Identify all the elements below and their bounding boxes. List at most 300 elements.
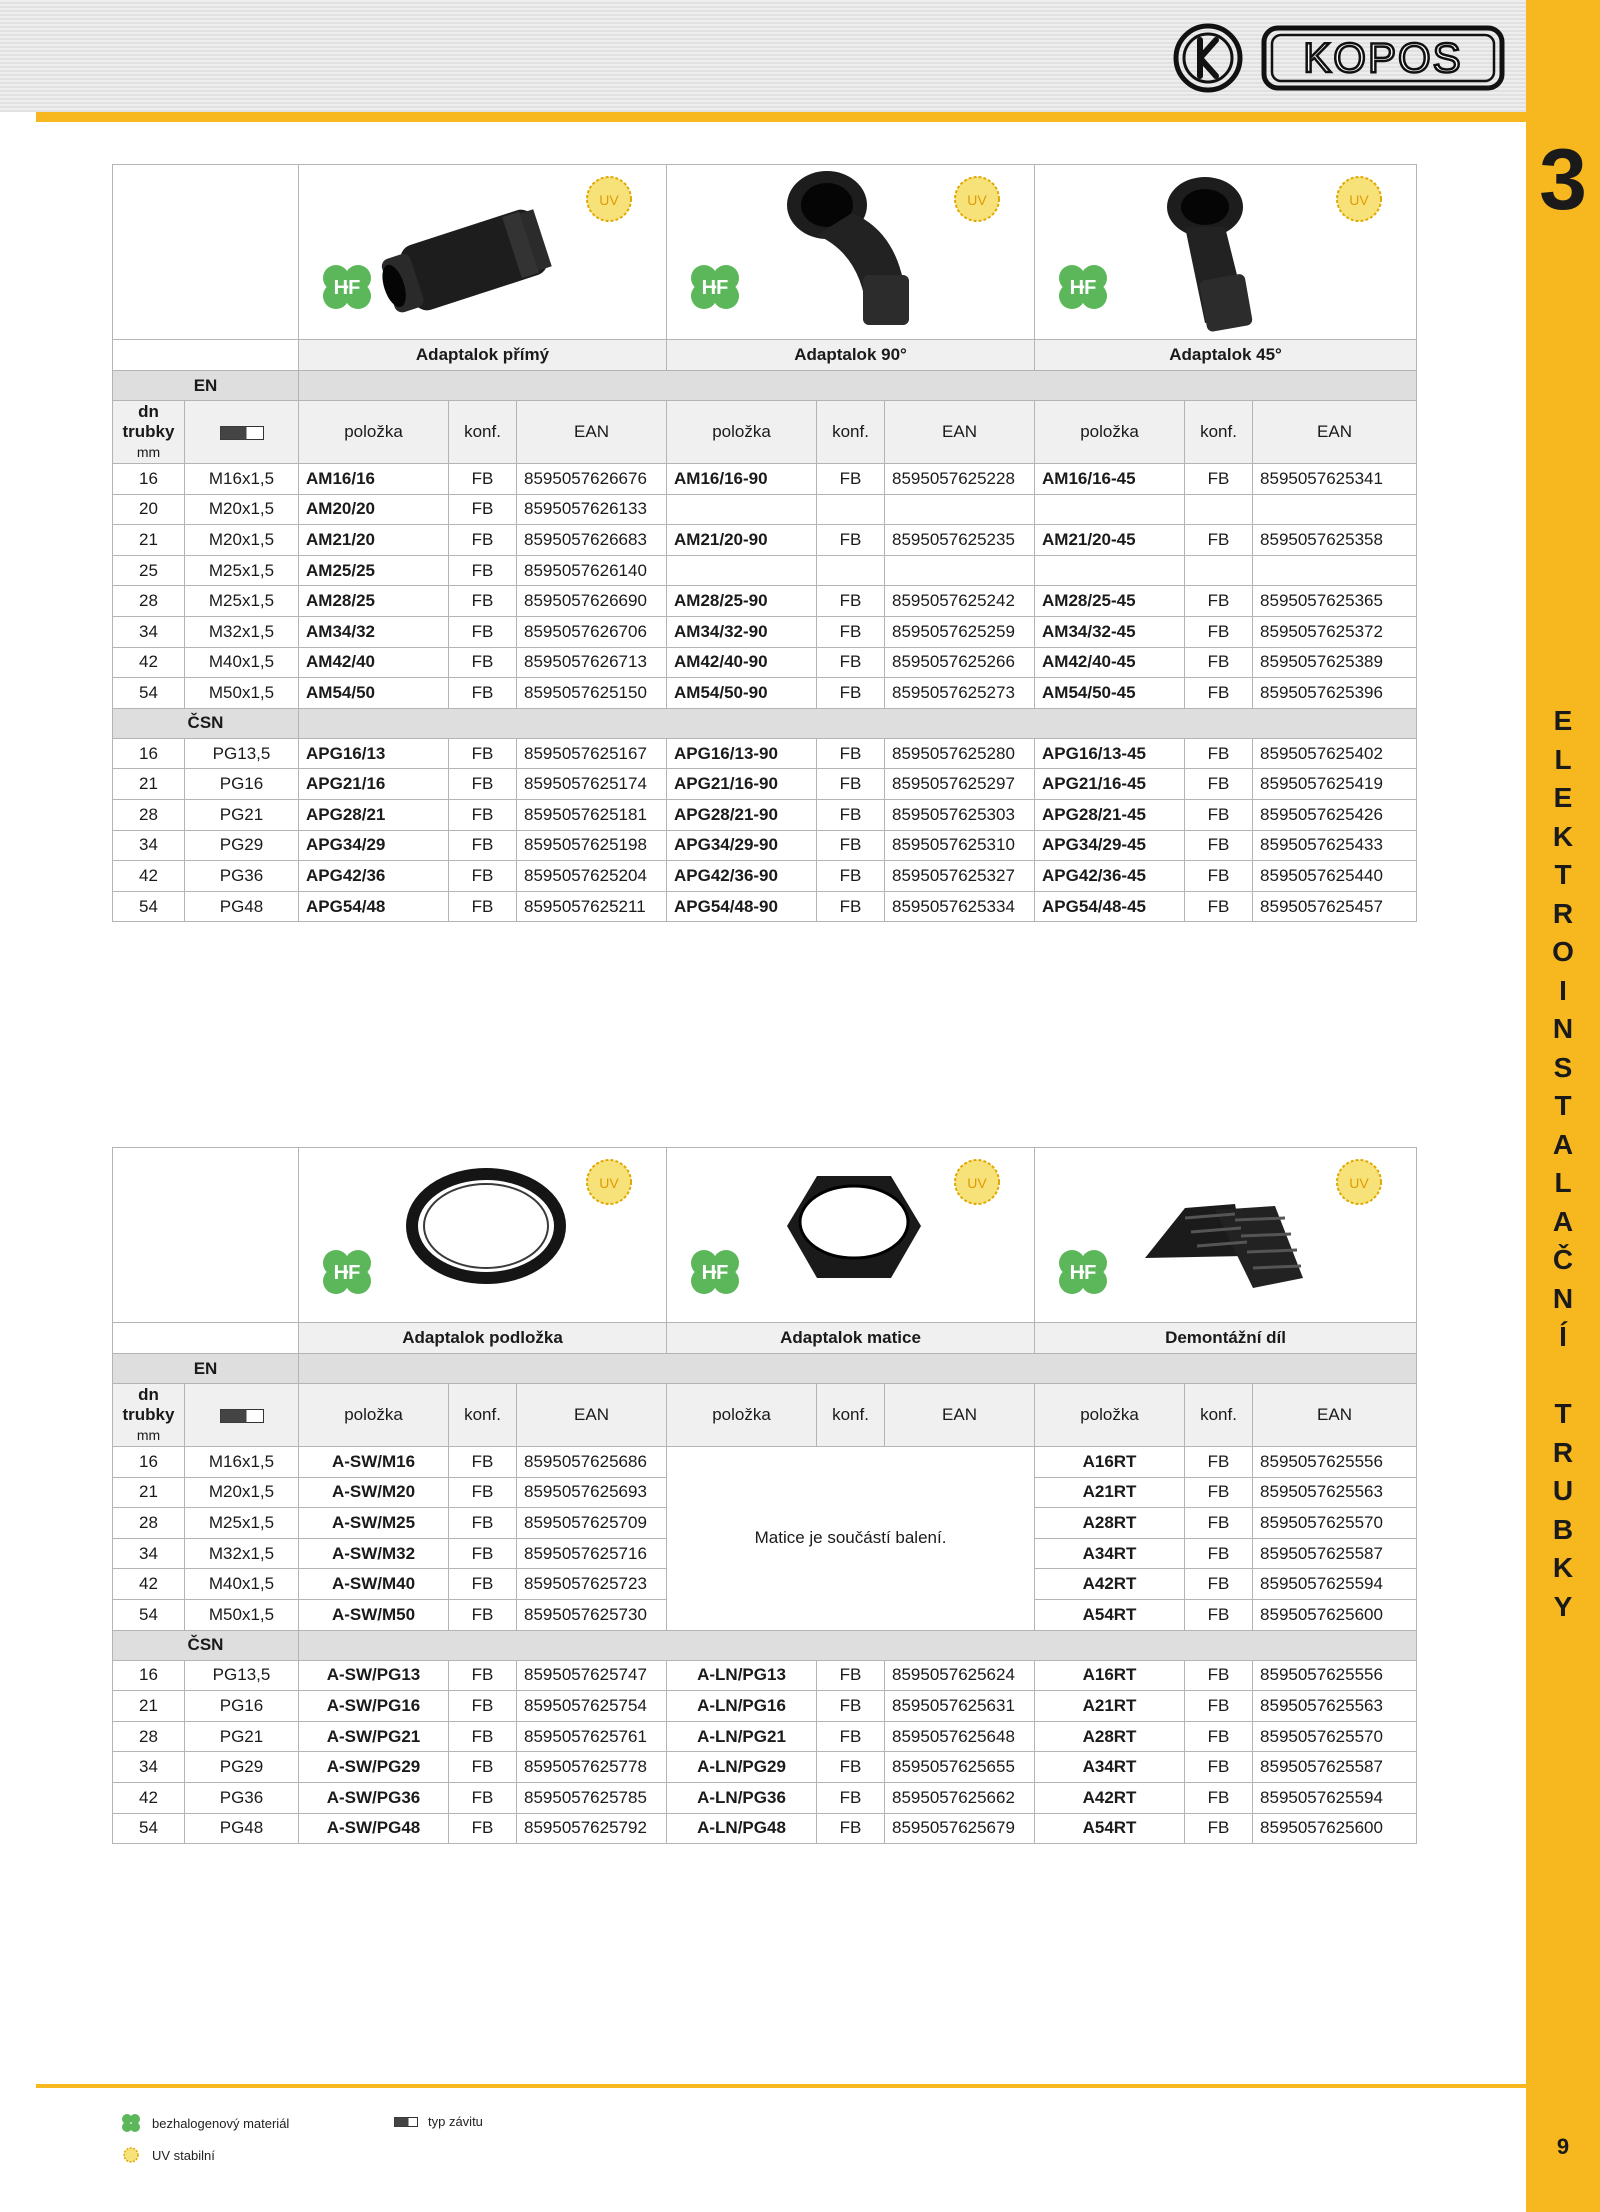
ean-value: 8595057625679 [885,1813,1035,1844]
item-code: APG16/13-90 [667,738,817,769]
svg-text:HF: HF [701,277,729,299]
dn-value: 54 [113,891,185,922]
item-code: APG54/48-90 [667,891,817,922]
item-code: A54RT [1035,1813,1185,1844]
thread-value: M20x1,5 [185,525,299,556]
item-code: A-SW/PG16 [299,1691,449,1722]
konf-value: FB [449,586,517,617]
product-title: Adaptalok podložka [299,1323,667,1354]
ean-value: 8595057625150 [517,678,667,709]
ean-value: 8595057625594 [1253,1782,1417,1813]
konf-value: FB [1185,525,1253,556]
ean-value: 8595057625259 [885,616,1035,647]
dn-value: 42 [113,861,185,892]
item-code: A-LN/PG13 [667,1660,817,1691]
dn-value: 25 [113,555,185,586]
konf-value: FB [449,1477,517,1508]
konf-value: FB [1185,1813,1253,1844]
product-title: Adaptalok 90° [667,340,1035,371]
ean-value: 8595057625785 [517,1782,667,1813]
table-row [113,1660,1417,1691]
konf-value: FB [1185,1477,1253,1508]
product-image-cell-straight [299,165,667,340]
table-row [113,769,1417,800]
thread-value: M50x1,5 [185,1599,299,1630]
item-code: AM34/32-90 [667,616,817,647]
table-row [113,830,1417,861]
vertical-title-letter: K [1552,820,1574,852]
item-code: AM54/50-45 [1035,678,1185,709]
dn-value: 28 [113,1508,185,1539]
ean-value: 8595057626676 [517,464,667,495]
thread-value: PG16 [185,1691,299,1722]
item-code: APG21/16 [299,769,449,800]
ean-value: 8595057625716 [517,1538,667,1569]
ean-value: 8595057625693 [517,1477,667,1508]
elbow-90-adapter-icon [667,165,1035,339]
dn-value: 34 [113,616,185,647]
ean-value: 8595057625280 [885,738,1035,769]
item-code: AM54/50 [299,678,449,709]
konf-value: FB [449,769,517,800]
item-code: APG42/36-90 [667,861,817,892]
dn-value: 42 [113,1782,185,1813]
konf-value: FB [1185,616,1253,647]
thread-value: M20x1,5 [185,1477,299,1508]
thread-value: PG36 [185,861,299,892]
ean-value: 8595057625730 [517,1599,667,1630]
item-code: APG42/36 [299,861,449,892]
thread-value: M16x1,5 [185,464,299,495]
ean-value: 8595057625792 [517,1813,667,1844]
table-row [113,586,1417,617]
vertical-title-letter: I [1559,974,1567,1006]
ean-value: 8595057626713 [517,647,667,678]
legend-item-thread: typ závitu [394,2114,483,2129]
item-code: AM42/40 [299,647,449,678]
ean-value: 8595057625662 [885,1782,1035,1813]
konf-value: FB [1185,830,1253,861]
svg-text:HF: HF [1069,277,1097,299]
svg-text:UV: UV [599,192,619,208]
col-header-polozka: položka [299,401,449,464]
table-row [113,678,1417,709]
item-code: A-SW/M32 [299,1538,449,1569]
ean-value: 8595057626706 [517,616,667,647]
item-code: AM16/16-90 [667,464,817,495]
item-code: AM34/32 [299,616,449,647]
product-image-cell-nut [667,1148,1035,1323]
konf-value: FB [817,1813,885,1844]
konf-value: FB [817,1691,885,1722]
dn-value: 21 [113,1477,185,1508]
product-image-cell-90 [667,165,1035,340]
ean-value: 8595057625624 [885,1660,1035,1691]
konf-value: FB [817,678,885,709]
konf-value: FB [1185,1660,1253,1691]
konf-value: FB [817,799,885,830]
thread-value: M16x1,5 [185,1447,299,1478]
vertical-title-letter: Y [1553,1590,1573,1622]
konf-value: FB [817,1752,885,1783]
ean-value: 8595057625266 [885,647,1035,678]
elbow-45-adapter-icon [1035,165,1417,339]
table-row [113,1813,1417,1844]
thread-value: M40x1,5 [185,1569,299,1600]
vertical-title-letter: R [1552,897,1574,929]
matice-note: Matice je součástí balení. [667,1447,1035,1631]
ean-value: 8595057625556 [1253,1447,1417,1478]
section-label-en: EN [113,371,299,401]
col-header-konf: konf. [1185,401,1253,464]
konf-value: FB [449,891,517,922]
thread-value: M25x1,5 [185,586,299,617]
table-row [113,616,1417,647]
svg-text:UV: UV [1349,192,1369,208]
item-code: A-SW/M25 [299,1508,449,1539]
konf-value: FB [449,616,517,647]
item-code: A-LN/PG21 [667,1721,817,1752]
dn-value: 16 [113,1660,185,1691]
dn-value: 16 [113,464,185,495]
item-code: A-SW/M20 [299,1477,449,1508]
konf-value: FB [817,525,885,556]
konf-value: FB [449,647,517,678]
ean-value: 8595057625174 [517,769,667,800]
table-row [113,738,1417,769]
vertical-title-letter: L [1554,743,1572,775]
product-title: Demontážní díl [1035,1323,1417,1354]
ean-value: 8595057625389 [1253,647,1417,678]
ean-value: 8595057625297 [885,769,1035,800]
konf-value: FB [449,1508,517,1539]
item-code: A16RT [1035,1447,1185,1478]
ean-value: 8595057625655 [885,1752,1035,1783]
item-code: APG54/48-45 [1035,891,1185,922]
product-title: Adaptalok přímý [299,340,667,371]
thread-value: M32x1,5 [185,1538,299,1569]
thread-value: PG36 [185,1782,299,1813]
ean-value: 8595057626683 [517,525,667,556]
konf-value: FB [1185,891,1253,922]
konf-value: FB [817,861,885,892]
vertical-title-letter: L [1554,1167,1572,1198]
konf-value: FB [449,1538,517,1569]
col-header-konf: konf. [449,401,517,464]
item-code: A-SW/PG29 [299,1752,449,1783]
svg-text:UV: UV [599,1175,619,1191]
item-code [667,555,817,586]
item-code: AM54/50-90 [667,678,817,709]
product-table-adaptalok [112,164,1417,922]
ean-value: 8595057625211 [517,891,667,922]
svg-text:KOPOS: KOPOS [1303,34,1463,81]
item-code: A-SW/M50 [299,1599,449,1630]
dn-value: 34 [113,830,185,861]
empty-corner-cell [113,165,299,340]
ean-value: 8595057625600 [1253,1599,1417,1630]
vertical-title-letter: E [1553,782,1573,813]
konf-value: FB [1185,799,1253,830]
vertical-title-letter: A [1552,1128,1574,1160]
page-number: 9 [1556,2134,1570,2159]
item-code: APG28/21-45 [1035,799,1185,830]
ean-value: 8595057625358 [1253,525,1417,556]
ean-value: 8595057625754 [517,1691,667,1722]
col-header-konf: konf. [1185,1384,1253,1447]
ean-value: 8595057625686 [517,1447,667,1478]
col-header-ean: EAN [1253,1384,1417,1447]
item-code: APG21/16-90 [667,769,817,800]
item-code: AM21/20-45 [1035,525,1185,556]
svg-text:HF: HF [333,277,361,299]
item-code: APG42/36-45 [1035,861,1185,892]
thread-type-icon [220,1409,264,1423]
dn-value: 16 [113,1447,185,1478]
ean-value: 8595057625426 [1253,799,1417,830]
dn-value: 54 [113,678,185,709]
konf-value: FB [817,616,885,647]
table-row [113,1721,1417,1752]
konf-value: FB [449,555,517,586]
konf-value [817,494,885,525]
dn-value: 21 [113,525,185,556]
col-header-konf: konf. [817,401,885,464]
konf-value: FB [449,1447,517,1478]
item-code: AM34/32-45 [1035,616,1185,647]
item-code: A-LN/PG16 [667,1691,817,1722]
col-header-ean: EAN [517,401,667,464]
table-row [113,525,1417,556]
konf-value [1185,494,1253,525]
ean-value: 8595057625372 [1253,616,1417,647]
dn-value: 20 [113,494,185,525]
ean-value: 8595057625457 [1253,891,1417,922]
svg-text:UV: UV [1349,1175,1369,1191]
konf-value: FB [1185,1752,1253,1783]
ean-value: 8595057625600 [1253,1813,1417,1844]
item-code: A28RT [1035,1721,1185,1752]
col-header-polozka: položka [667,401,817,464]
thread-value: M25x1,5 [185,1508,299,1539]
item-code: A16RT [1035,1660,1185,1691]
ean-value: 8595057625419 [1253,769,1417,800]
table-row [113,891,1417,922]
konf-value: FB [817,1782,885,1813]
svg-text:HF: HF [701,1262,729,1284]
col-header-polozka: položka [1035,401,1185,464]
konf-value: FB [1185,1569,1253,1600]
item-code: AM20/20 [299,494,449,525]
konf-value: FB [1185,738,1253,769]
ean-value: 8595057625723 [517,1569,667,1600]
dn-value: 16 [113,738,185,769]
uv-sun-icon [120,2146,142,2164]
thread-type-icon [394,2117,418,2127]
ean-value: 8595057625594 [1253,1569,1417,1600]
item-code: APG28/21 [299,799,449,830]
vertical-title-letter: U [1552,1475,1574,1506]
chapter-vertical-title [1526,702,1600,1626]
thread-value: M40x1,5 [185,647,299,678]
straight-adapter-icon [299,165,667,339]
konf-value: FB [1185,586,1253,617]
vertical-title-letter: A [1552,1205,1574,1237]
ean-value [885,494,1035,525]
thread-value: PG13,5 [185,738,299,769]
ean-value: 8595057625631 [885,1691,1035,1722]
dn-value: 34 [113,1752,185,1783]
section-label-en: EN [113,1354,299,1384]
ean-value: 8595057625402 [1253,738,1417,769]
item-code [667,494,817,525]
removal-tool-icon [1035,1148,1417,1322]
item-code: A42RT [1035,1569,1185,1600]
table-row [113,464,1417,495]
item-code: A-SW/PG13 [299,1660,449,1691]
konf-value: FB [1185,1691,1253,1722]
ean-value: 8595057625273 [885,678,1035,709]
col-header-konf: konf. [817,1384,885,1447]
konf-value: FB [1185,1508,1253,1539]
ean-value: 8595057626133 [517,494,667,525]
nut-icon [667,1148,1035,1322]
ean-value: 8595057625570 [1253,1721,1417,1752]
product-image-cell-removal-tool [1035,1148,1417,1323]
ean-value: 8595057625587 [1253,1752,1417,1783]
dn-value: 54 [113,1599,185,1630]
item-code: A-LN/PG48 [667,1813,817,1844]
dn-value: 21 [113,769,185,800]
vertical-title-letter: N [1552,1282,1574,1314]
table-row [113,555,1417,586]
hf-clover-icon [120,2114,142,2132]
col-header-ean: EAN [885,1384,1035,1447]
dn-header: dn trubky mm [113,1384,185,1447]
vertical-title-letter: Č [1552,1244,1574,1275]
table-row [113,1691,1417,1722]
item-code: APG16/13 [299,738,449,769]
vertical-title-letter: T [1554,1398,1572,1429]
thread-value: PG13,5 [185,1660,299,1691]
svg-text:UV: UV [967,192,987,208]
chapter-number: 3 [1539,132,1587,228]
ean-value [1253,494,1417,525]
item-code: AM21/20-90 [667,525,817,556]
vertical-title-letter: R [1552,1436,1574,1468]
table-row [113,1447,1417,1478]
thread-value: PG29 [185,830,299,861]
item-code: A-LN/PG29 [667,1752,817,1783]
col-header-polozka: položka [1035,1384,1185,1447]
empty-corner-cell [113,1148,299,1323]
konf-value: FB [817,738,885,769]
ean-value: 8595057626140 [517,555,667,586]
vertical-title-letter: S [1553,1051,1573,1083]
konf-value: FB [1185,464,1253,495]
item-code: AM28/25 [299,586,449,617]
item-code: APG21/16-45 [1035,769,1185,800]
vertical-title-letter: E [1553,705,1573,736]
dn-header: dn trubky mm [113,401,185,464]
footer-accent-line [36,2084,1526,2088]
ean-value: 8595057625761 [517,1721,667,1752]
ean-value: 8595057625556 [1253,1660,1417,1691]
konf-value: FB [449,1752,517,1783]
col-header-ean: EAN [1253,401,1417,464]
konf-value: FB [1185,769,1253,800]
item-code: AM42/40-90 [667,647,817,678]
konf-value: FB [817,586,885,617]
col-header-ean: EAN [517,1384,667,1447]
ean-value: 8595057625228 [885,464,1035,495]
konf-value: FB [449,1599,517,1630]
product-title: Adaptalok 45° [1035,340,1417,371]
section-label-csn: ČSN [113,1630,299,1660]
ean-value: 8595057625365 [1253,586,1417,617]
thread-value: M50x1,5 [185,678,299,709]
ean-value: 8595057625303 [885,799,1035,830]
ean-value: 8595057625440 [1253,861,1417,892]
konf-value: FB [1185,1782,1253,1813]
ean-value: 8595057625327 [885,861,1035,892]
thread-value: PG48 [185,1813,299,1844]
item-code: AM42/40-45 [1035,647,1185,678]
ean-value: 8595057625747 [517,1660,667,1691]
konf-value: FB [1185,1447,1253,1478]
dn-value: 21 [113,1691,185,1722]
thread-type-header [185,1384,299,1447]
vertical-title-letter: K [1552,1552,1574,1583]
svg-text:HF: HF [333,1262,361,1284]
item-code: A28RT [1035,1508,1185,1539]
vertical-title-letter: B [1552,1513,1574,1545]
ean-value: 8595057626690 [517,586,667,617]
konf-value: FB [449,738,517,769]
item-code: APG34/29 [299,830,449,861]
konf-value: FB [817,769,885,800]
konf-value: FB [449,525,517,556]
col-header-polozka: položka [299,1384,449,1447]
thread-value: PG21 [185,1721,299,1752]
item-code: APG34/29-90 [667,830,817,861]
thread-value: PG21 [185,799,299,830]
legend-item-uv: UV stabilní [120,2146,215,2164]
legend-item-hf: bezhalogenový materiál [120,2114,289,2132]
item-code: AM28/25-45 [1035,586,1185,617]
ean-value [1253,555,1417,586]
dn-value: 28 [113,1721,185,1752]
item-code: A21RT [1035,1691,1185,1722]
item-code: A-SW/M16 [299,1447,449,1478]
konf-value: FB [817,647,885,678]
konf-value: FB [1185,861,1253,892]
item-code: A-SW/PG48 [299,1813,449,1844]
konf-value: FB [449,1782,517,1813]
dn-value: 28 [113,799,185,830]
ean-value: 8595057625341 [1253,464,1417,495]
item-code: A-LN/PG36 [667,1782,817,1813]
konf-value: FB [817,1660,885,1691]
product-table-accessories [112,1147,1417,1844]
konf-value [1185,555,1253,586]
col-header-ean: EAN [885,401,1035,464]
ean-value: 8595057625310 [885,830,1035,861]
dn-value: 42 [113,1569,185,1600]
thread-value: M20x1,5 [185,494,299,525]
item-code: A42RT [1035,1782,1185,1813]
konf-value: FB [449,494,517,525]
